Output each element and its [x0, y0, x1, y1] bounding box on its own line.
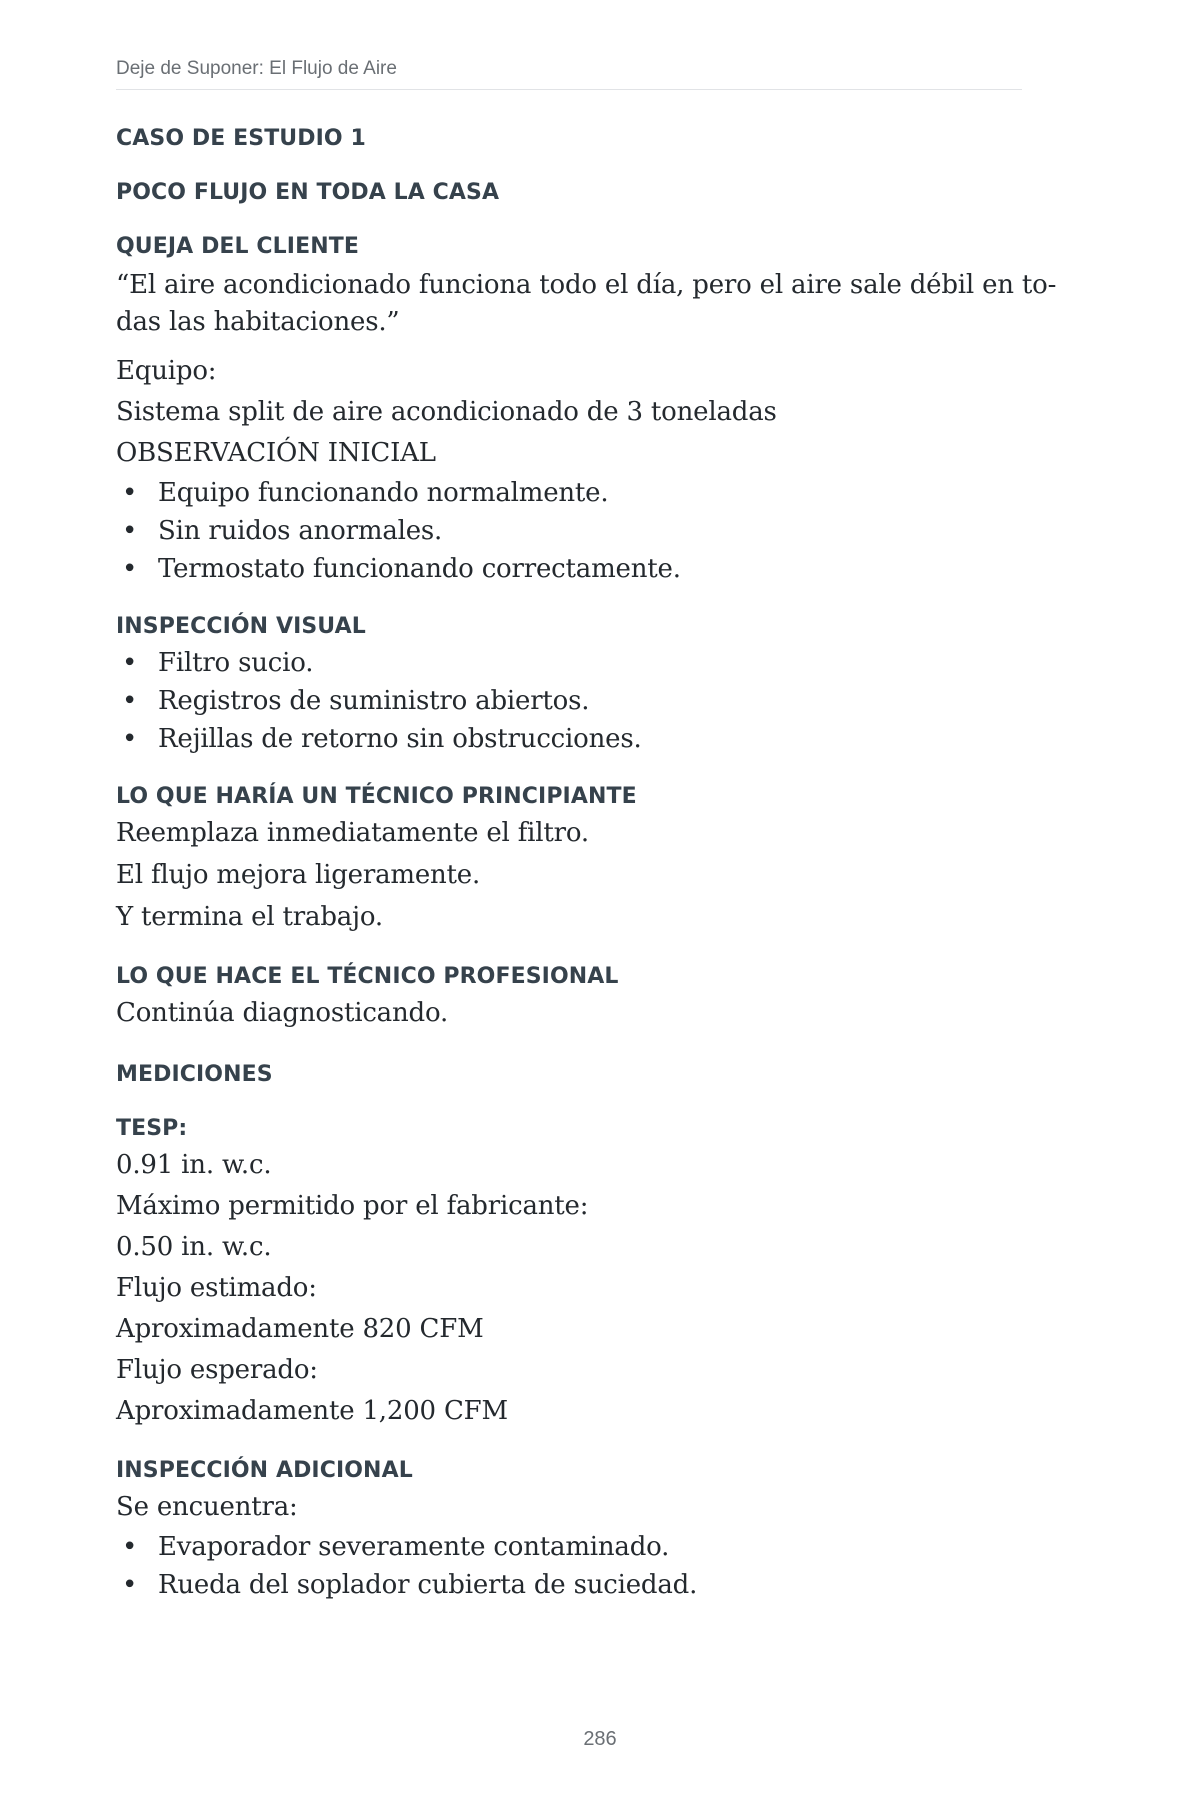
list-item: • Sin ruidos anormales.	[122, 516, 443, 546]
tesp-label: TESP:	[116, 1116, 188, 1141]
list-item: • Filtro sucio.	[122, 648, 314, 678]
measurement-line: Máximo permitido por el fabricante:	[116, 1191, 589, 1221]
visual-inspection-heading: INSPECCIÓN VISUAL	[116, 614, 366, 639]
list-item: • Equipo funcionando normalmente.	[122, 478, 609, 508]
equipment-value: Sistema split de aire acondicionado de 3 toneladas	[116, 397, 777, 427]
bullet-icon: •	[122, 1570, 138, 1600]
measurement-line: Flujo estimado:	[116, 1273, 317, 1303]
case-label: CASO DE ESTUDIO 1	[116, 126, 366, 151]
professional-heading: LO QUE HACE EL TÉCNICO PROFESIONAL	[116, 964, 619, 989]
list-item: • Rejillas de retorno sin obstrucciones.	[122, 724, 642, 754]
professional-line: Continúa diagnosticando.	[116, 998, 449, 1028]
initial-observation-heading: OBSERVACIÓN INICIAL	[116, 438, 436, 468]
list-item: • Termostato funcionando correctamente.	[122, 554, 681, 584]
bullet-icon: •	[122, 554, 138, 584]
bullet-icon: •	[122, 686, 138, 716]
additional-inspection-heading: INSPECCIÓN ADICIONAL	[116, 1458, 413, 1483]
case-title: POCO FLUJO EN TODA LA CASA	[116, 180, 500, 205]
list-item: • Rueda del soplador cubierta de suciedad.	[122, 1570, 698, 1600]
complaint-quote-line-2: das las habitaciones.”	[116, 307, 400, 337]
beginner-line-2: El flujo mejora ligeramente.	[116, 860, 481, 890]
running-header: Deje de Suponer: El Flujo de Aire	[116, 58, 397, 79]
list-item: • Evaporador severamente contaminado.	[122, 1532, 670, 1562]
complaint-quote-line-1: “El aire acondicionado funciona todo el día, pero el aire sale débil en to-	[116, 270, 1057, 300]
measurements-heading: MEDICIONES	[116, 1062, 273, 1087]
measurement-line: Aproximadamente 1,200 CFM	[116, 1396, 508, 1426]
bullet-icon: •	[122, 648, 138, 678]
beginner-line-3: Y termina el trabajo.	[116, 902, 383, 932]
list-item: • Registros de suministro abiertos.	[122, 686, 590, 716]
equipment-label: Equipo:	[116, 356, 217, 386]
page-number: 286	[583, 1728, 617, 1750]
beginner-heading: LO QUE HARÍA UN TÉCNICO PRINCIPIANTE	[116, 784, 637, 809]
complaint-heading: QUEJA DEL CLIENTE	[116, 234, 359, 259]
beginner-line-1: Reemplaza inmediatamente el filtro.	[116, 818, 589, 848]
bullet-icon: •	[122, 724, 138, 754]
measurement-line: 0.91 in. w.c.	[116, 1150, 272, 1180]
bullet-icon: •	[122, 1532, 138, 1562]
measurement-line: 0.50 in. w.c.	[116, 1232, 272, 1262]
bullet-icon: •	[122, 478, 138, 508]
bullet-icon: •	[122, 516, 138, 546]
measurement-line: Flujo esperado:	[116, 1355, 318, 1385]
header-divider	[116, 89, 1022, 90]
measurement-line: Aproximadamente 820 CFM	[116, 1314, 484, 1344]
additional-inspection-intro: Se encuentra:	[116, 1492, 298, 1522]
